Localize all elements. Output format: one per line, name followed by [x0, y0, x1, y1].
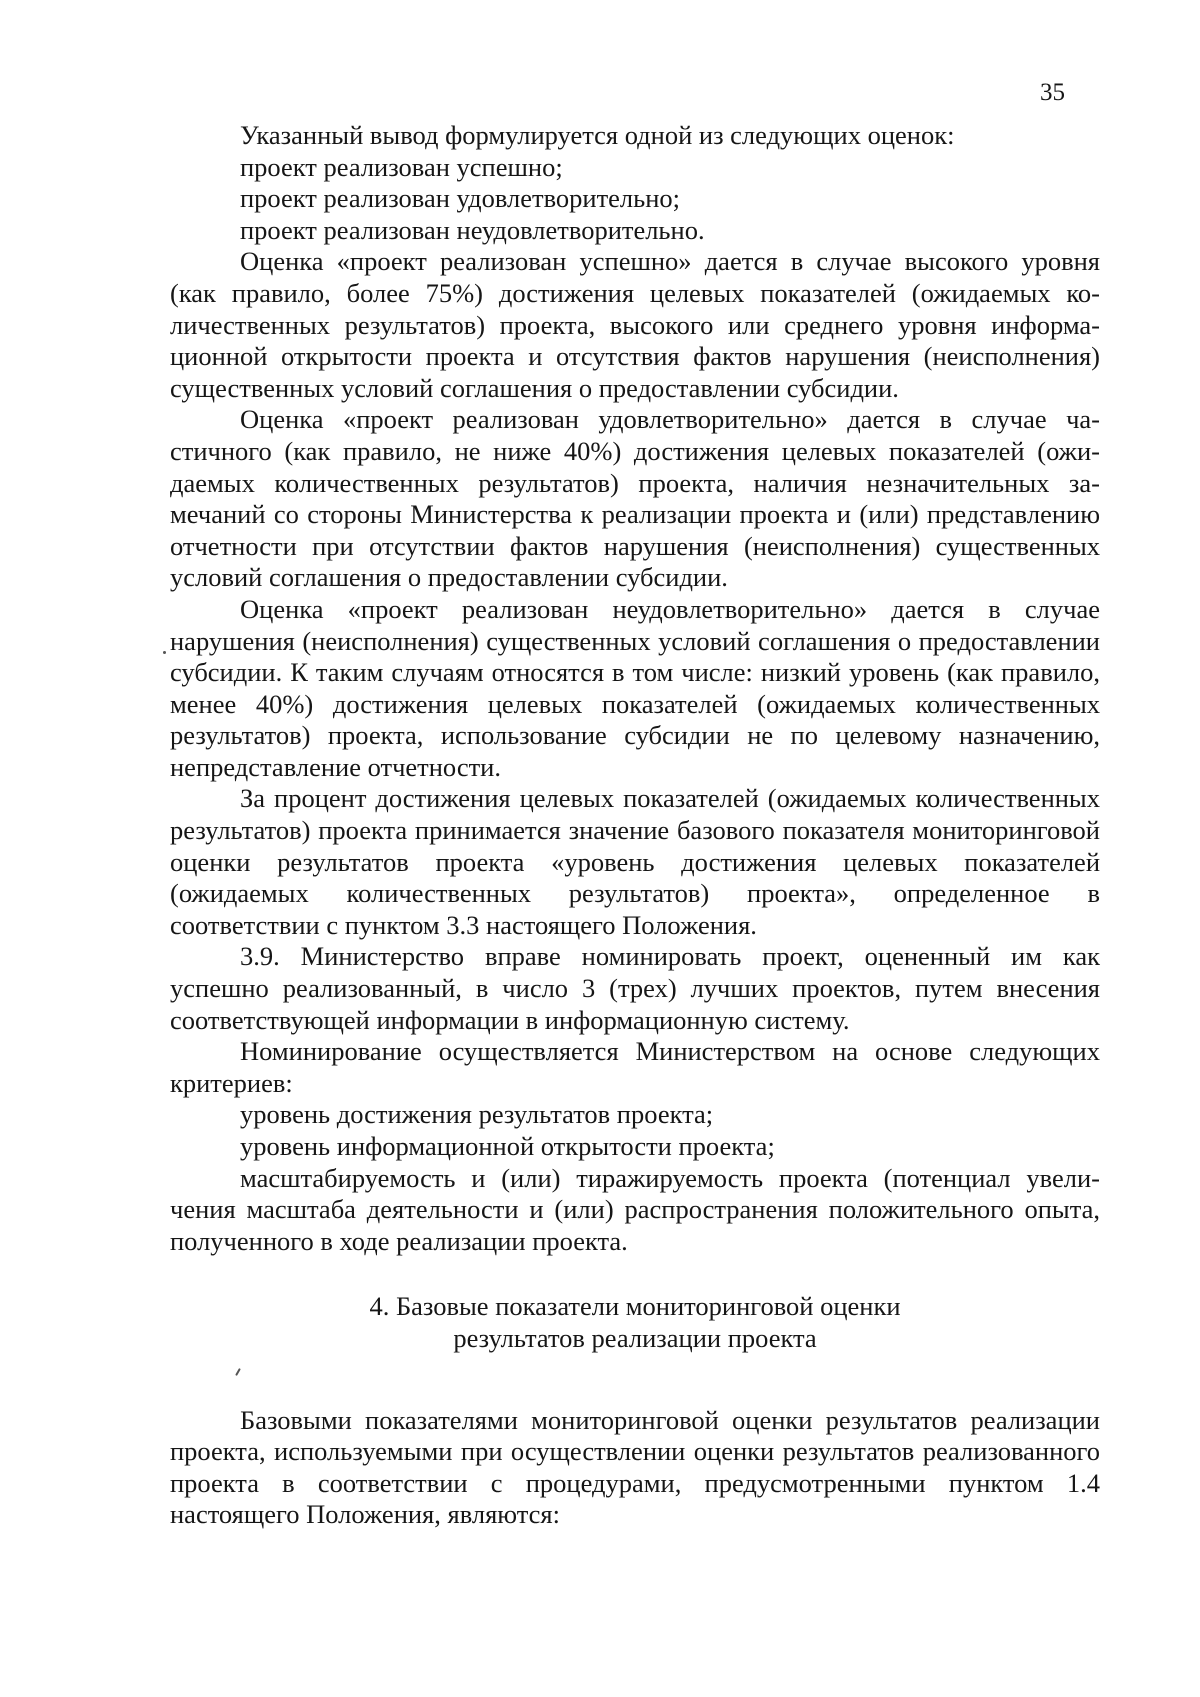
paragraph: Оценка «проект реализован удовлетворительно» дается в случае частичного (как правило, не ниже 40%) достижения целевых показателей (ожидаемых количественных результатов) проекта, наличия незначительных замечаний со стороны Министерства к реализации проекта и (или) представлению отчетности при отсутствии фактов нарушения (неисполнения) существенных условий соглашения о предоставлении субсидии.	[170, 404, 1100, 593]
section-4-heading-line-1: 4. Базовые показатели мониторинговой оценки	[369, 1291, 901, 1322]
section-3-text	[170, 120, 1100, 1257]
paragraph: За процент достижения целевых показателей (ожидаемых количественных результатов) проекта принимается значение базового показателя мониторинговой оценки результатов проекта «уровень достижения целевых показателей (ожидаемых количественных результатов) проекта», определенное в соответствии с пунктом 3.3 настоящего Положения.	[170, 783, 1100, 940]
text-line: проект реализован удовлетворительно;	[240, 183, 681, 214]
section-4-text	[170, 1405, 1100, 1531]
document-body	[170, 120, 1100, 1531]
paragraph: Оценка «проект реализован успешно» дается в случае высокого уровня (как правило, более 75%) достижения целевых показателей (ожидаемых количественных результатов) проекта, высокого или среднего уровня информационной открытости проекта и отсутствия фактов нарушения (неисполнения) существенных условий соглашения о предоставлении субсидии.	[170, 246, 1100, 403]
paragraph: 3.9. Министерство вправе номинировать проект, оцененный им как успешно реализованный, в число 3 (трех) лучших проектов, путем внесения соответствующей информации в информационную систему.	[170, 941, 1100, 1035]
scan-speck	[163, 651, 166, 654]
paragraph: Базовыми показателями мониторинговой оценки результатов реализации проекта, используемыми при осуществлении оценки результатов реализованного проекта в соответствии с процедурами, предусмотренными пунктом 1.4 настоящего Положения, являются:	[170, 1404, 1100, 1530]
text-line: Указанный вывод формулируется одной из следующих оценок:	[240, 120, 955, 150]
text-line: проект реализован неудовлетворительно.	[240, 214, 705, 245]
paragraph: масштабируемость и (или) тиражируемость проекта (потенциал увеличения масштаба деятельности и (или) распространения положительного опыта, полученного в ходе реализации проекта.	[170, 1162, 1100, 1256]
section-4-heading-line-2: результатов реализации проекта	[453, 1322, 817, 1353]
text-line: уровень информационной открытости проекта;	[240, 1131, 775, 1161]
paragraph: Оценка «проект реализован неудовлетворительно» дается в случае нарушения (неисполнения) существенных условий соглашения о предоставлении субсидии. К таким случаям относятся в том числе: низкий уровень (как правило, менее 40%) достижения целевых показателей (ожидаемых количественных результатов) проекта, использование субсидии не по целевому назначению, непредставление отчетности.	[170, 593, 1100, 782]
text-line: уровень достижения результатов проекта;	[240, 1099, 714, 1130]
paragraph: Номинирование осуществляется Министерством на основе следующих критериев:	[170, 1036, 1100, 1098]
section-4-heading	[170, 1291, 1100, 1354]
text-line: проект реализован успешно;	[240, 151, 563, 182]
page-number: 35	[1040, 79, 1065, 106]
